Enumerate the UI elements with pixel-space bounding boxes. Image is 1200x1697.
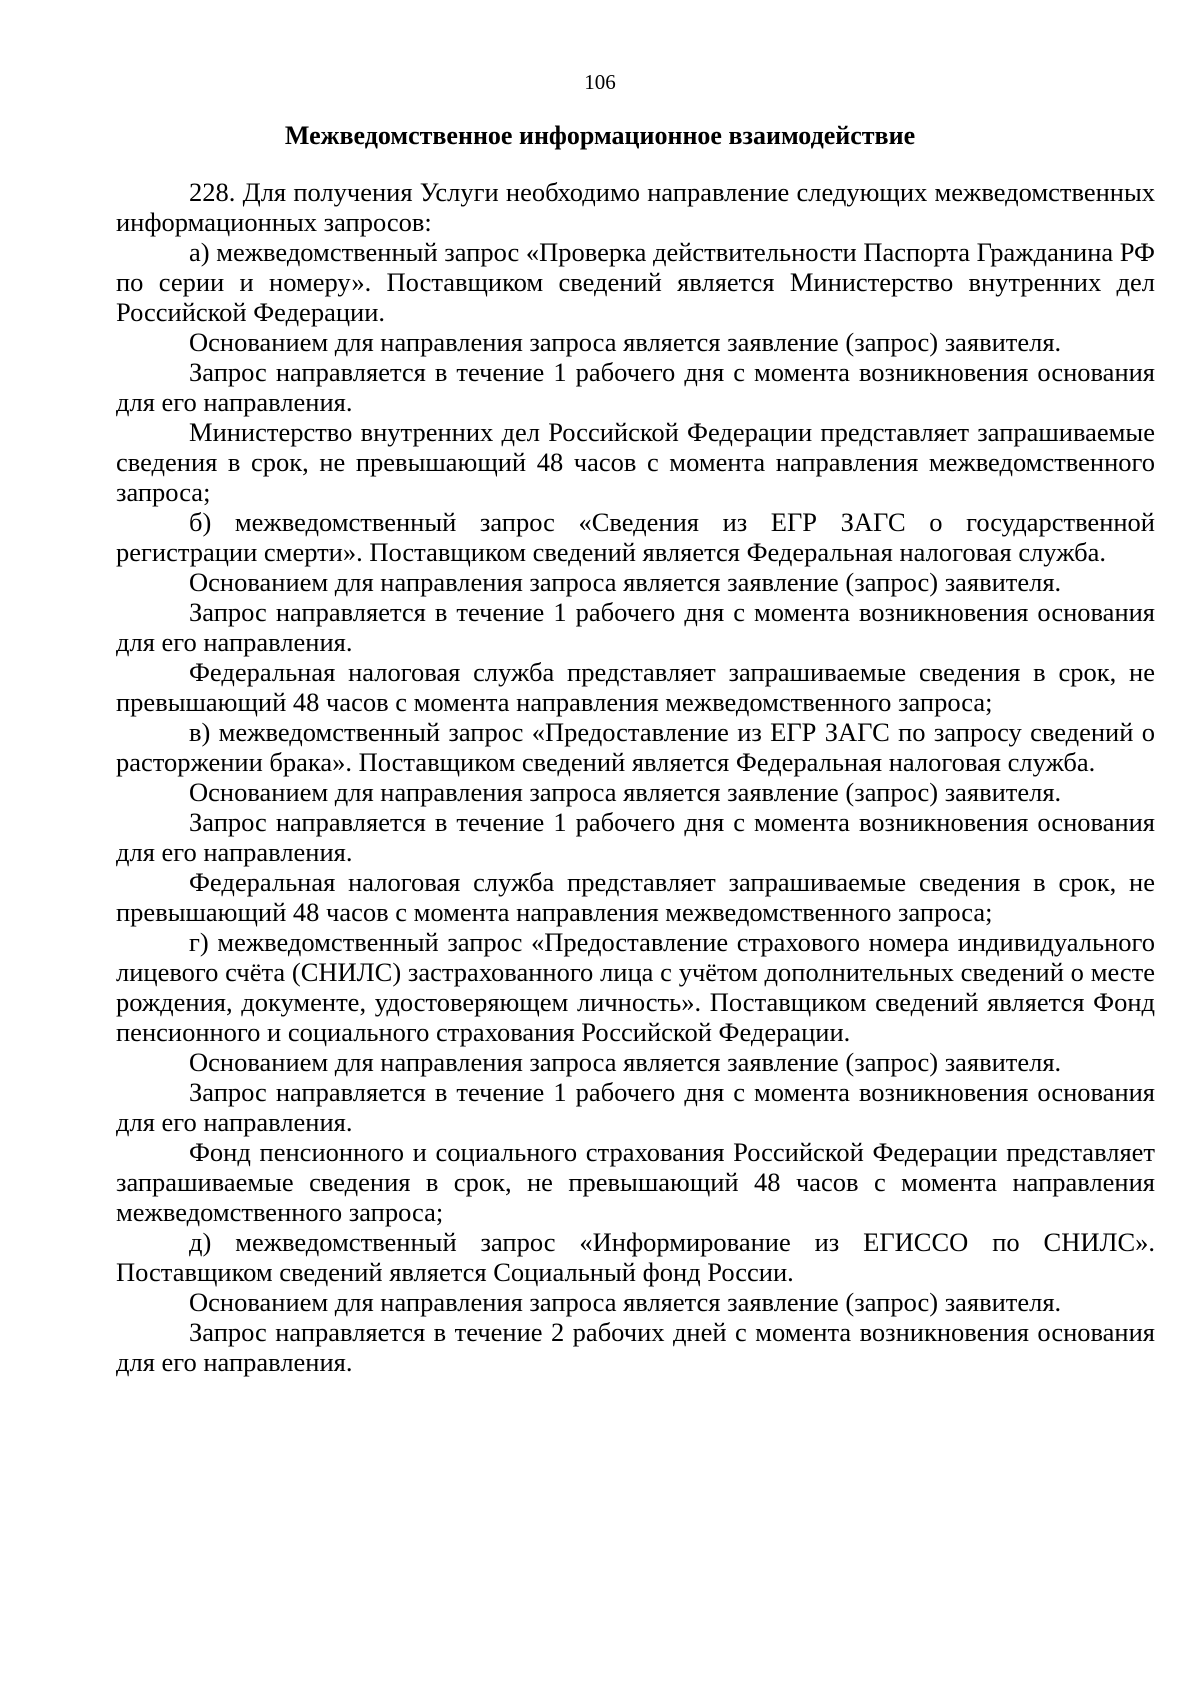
paragraph-response-term: Фонд пенсионного и социального страхования Российской Федерации представляет запрашиваемые сведения в срок, не превышающий 48 часов с момента направления межведомственного запроса; [116,1137,1155,1227]
section-heading: Межведомственное информационное взаимодействие [284,121,916,150]
paragraph-deadline: Запрос направляется в течение 1 рабочего дня с момента возникновения основания для его направления. [116,1077,1155,1137]
paragraph-deadline: Запрос направляется в течение 1 рабочего дня с момента возникновения основания для его направления. [116,357,1155,417]
document-body [116,177,1155,1377]
paragraph-response-term: Федеральная налоговая служба представляет запрашиваемые сведения в срок, не превышающий 48 часов с момента направления межведомственного запроса; [116,867,1155,927]
paragraph-basis: Основанием для направления запроса является заявление (запрос) заявителя. [189,777,1062,807]
paragraph-deadline: Запрос направляется в течение 1 рабочего дня с момента возникновения основания для его направления. [116,597,1155,657]
paragraph-basis: Основанием для направления запроса является заявление (запрос) заявителя. [189,327,1062,357]
paragraph-item-v: в) межведомственный запрос «Предоставление из ЕГР ЗАГС по запросу сведений о расторжении брака». Поставщиком сведений является Федеральная налоговая служба. [116,717,1155,777]
paragraph-item-b: б) межведомственный запрос «Сведения из ЕГР ЗАГС о государственной регистрации смерти». Поставщиком сведений является Федеральная налоговая служба. [116,507,1155,567]
paragraph-item-a: а) межведомственный запрос «Проверка действительности Паспорта Гражданина РФ по серии и номеру». Поставщиком сведений является Министерство внутренних дел Российской Федерации. [116,237,1155,327]
page-number: 106 [584,70,616,94]
paragraph-deadline: Запрос направляется в течение 1 рабочего дня с момента возникновения основания для его направления. [116,807,1155,867]
paragraph-item-g: г) межведомственный запрос «Предоставление страхового номера индивидуального лицевого счёта (СНИЛС) застрахованного лица с учётом дополнительных сведений о месте рождения, документе, удостоверяющем личность». Поставщиком сведений является Фонд пенсионного и социального страхования Российской Федерации. [116,927,1155,1047]
paragraph-deadline: Запрос направляется в течение 2 рабочих дней с момента возникновения основания для его направления. [116,1317,1155,1377]
paragraph-basis: Основанием для направления запроса является заявление (запрос) заявителя. [189,1287,1062,1317]
paragraph-item-d: д) межведомственный запрос «Информирование из ЕГИССО по СНИЛС». Поставщиком сведений является Социальный фонд России. [116,1227,1155,1287]
paragraph-basis: Основанием для направления запроса является заявление (запрос) заявителя. [189,1047,1062,1077]
paragraph-basis: Основанием для направления запроса является заявление (запрос) заявителя. [189,567,1062,597]
paragraph-response-term: Федеральная налоговая служба представляет запрашиваемые сведения в срок, не превышающий 48 часов с момента направления межведомственного запроса; [116,657,1155,717]
paragraph-response-term: Министерство внутренних дел Российской Федерации представляет запрашиваемые сведения в срок, не превышающий 48 часов с момента направления межведомственного запроса; [116,417,1155,507]
paragraph-228-intro: 228. Для получения Услуги необходимо направление следующих межведомственных информационных запросов: [116,177,1155,237]
